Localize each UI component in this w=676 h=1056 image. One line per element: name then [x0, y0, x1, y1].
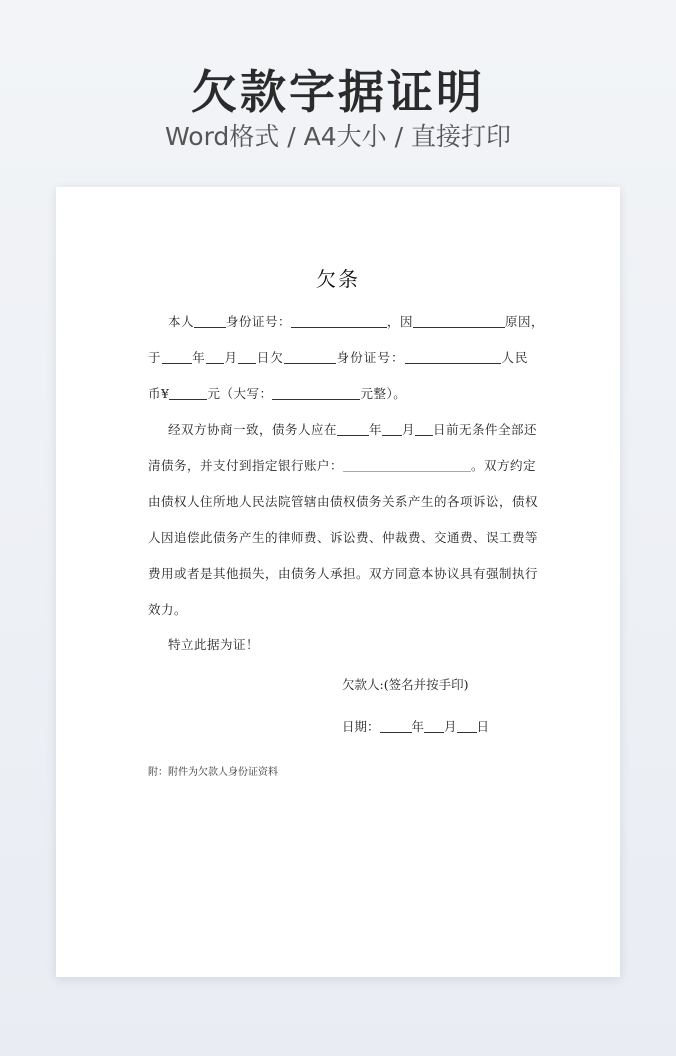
- date-line: [342, 717, 489, 735]
- text-segment: 身份证号：: [226, 314, 292, 329]
- paragraph-line: [148, 384, 528, 402]
- text-segment: 年: [191, 350, 206, 365]
- paragraph-line: 人因追偿此债务产生的律师费、诉讼费、仲裁费、交通费、误工费等: [148, 530, 539, 545]
- fill-blank: [415, 423, 433, 436]
- fill-blank: [413, 315, 505, 328]
- paragraph-line: [148, 348, 528, 366]
- paragraph-line: 效力。: [148, 602, 188, 617]
- text-segment: 身份证号：: [335, 350, 405, 365]
- text-segment: 清债务，并支付到指定银行账户：: [148, 458, 344, 473]
- text-segment: 日欠: [256, 350, 284, 365]
- page-subtitle: Word格式 / A4大小 / 直接打印: [165, 122, 511, 151]
- fill-blank: [194, 315, 226, 328]
- text-segment: 日前无条件全部还: [433, 422, 538, 437]
- fill-blank: [291, 315, 387, 328]
- text-segment: 本人: [168, 314, 195, 329]
- fill-blank: [405, 351, 501, 364]
- document-page: [56, 187, 620, 977]
- fill-blank: [457, 720, 477, 733]
- text-segment: 于: [148, 350, 162, 365]
- paragraph-line: [148, 456, 537, 474]
- text-segment: 月: [402, 422, 416, 437]
- fill-blank: [272, 387, 360, 400]
- closing-line: 特立此据为证！: [168, 637, 260, 652]
- text-segment: 年: [411, 719, 425, 734]
- text-segment: 币¥: [148, 386, 170, 401]
- debtor-signature-label: 欠款人:(签名并按手印): [342, 677, 469, 692]
- fill-blank: [162, 351, 192, 364]
- fill-blank: [382, 423, 402, 436]
- paragraph-line: 费用或者是其他损失，由债务人承担。双方同意本协议具有强制执行: [148, 566, 539, 581]
- text-segment: 元整）。: [360, 386, 407, 401]
- text-segment: 经双方协商一致，债务人应在: [168, 422, 338, 437]
- document-title: 欠条: [316, 267, 360, 291]
- text-segment: 人民: [500, 350, 528, 365]
- fill-blank: [206, 351, 224, 364]
- fill-blank: [337, 423, 369, 436]
- text-segment: 月: [444, 719, 457, 734]
- fill-blank: [343, 459, 471, 472]
- text-segment: 元（大写：: [207, 386, 273, 401]
- fill-blank: [169, 387, 207, 400]
- fill-blank: [424, 720, 444, 733]
- text-segment: 原因，: [505, 314, 545, 329]
- text-segment: 。双方约定: [471, 458, 537, 473]
- paragraph-line: 由债权人住所地人民法院管辖由债权债务关系产生的各项诉讼，债权: [148, 494, 539, 509]
- text-segment: ，因: [387, 314, 414, 329]
- fill-blank: [284, 351, 336, 364]
- fill-blank: [380, 720, 412, 733]
- attachment-note: 附：附件为欠款人身份证资料: [148, 767, 278, 778]
- text-segment: 日: [476, 719, 490, 734]
- fill-blank: [238, 351, 256, 364]
- paragraph-line: [168, 420, 538, 438]
- text-segment: 年: [369, 422, 383, 437]
- paragraph-line: [168, 312, 545, 330]
- text-segment: 月: [223, 350, 239, 365]
- text-segment: 日期：: [342, 719, 380, 734]
- page-title: 欠款字据证明: [191, 65, 485, 119]
